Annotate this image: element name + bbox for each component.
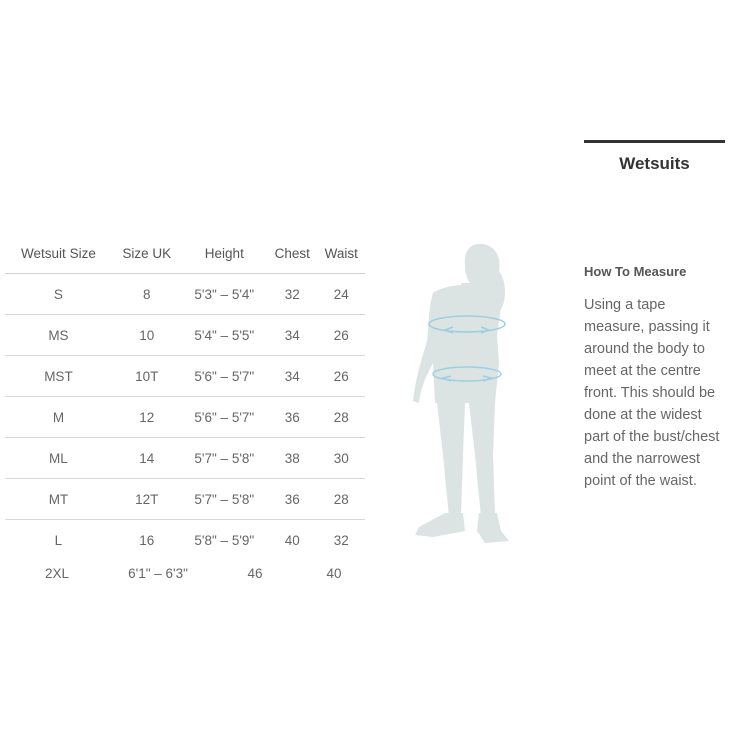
table-row (5, 274, 365, 315)
cell-size-uk: 16 (139, 532, 155, 548)
table-header-row (5, 233, 365, 274)
cell-height: 5'8" – 5'9" (194, 532, 255, 548)
sidebar-divider (584, 140, 725, 143)
cell-wetsuit-size: 2XL (44, 566, 70, 581)
cell-waist: 28 (317, 479, 365, 520)
sidebar-header (584, 140, 725, 174)
header-height: Height (182, 233, 267, 274)
cell-height: 5'7" – 5'8" (182, 479, 267, 520)
cell-chest: 40 (284, 532, 300, 548)
header-size-uk: Size UK (112, 233, 182, 274)
cell-waist: 40 (326, 566, 342, 581)
table-row (5, 438, 365, 479)
cell-size-uk: 14 (112, 438, 182, 479)
cell-waist: 28 (317, 397, 365, 438)
cell-chest: 32 (267, 274, 317, 315)
table-row (5, 397, 365, 438)
cell-wetsuit-size: S (5, 274, 112, 315)
cell-wetsuit-size: MS (5, 315, 112, 356)
cell-size-uk: 12 (112, 397, 182, 438)
cell-size-uk: 10T (112, 356, 182, 397)
cell-size-uk: 12T (112, 479, 182, 520)
cell-chest: 34 (267, 315, 317, 356)
cell-size-uk: 8 (112, 274, 182, 315)
how-to-measure-heading: How To Measure (584, 264, 687, 279)
size-chart-table (5, 233, 365, 560)
table-row (5, 520, 365, 561)
cell-chest: 46 (247, 566, 263, 581)
cell-chest: 36 (267, 479, 317, 520)
cell-size-uk: 10 (112, 315, 182, 356)
cell-chest: 34 (267, 356, 317, 397)
cell-chest: 36 (267, 397, 317, 438)
cell-waist: 26 (317, 356, 365, 397)
cell-wetsuit-size: MST (5, 356, 112, 397)
table-row (5, 356, 365, 397)
cell-height: 5'6" – 5'7" (182, 356, 267, 397)
cell-waist: 30 (317, 438, 365, 479)
cell-height: 5'4" – 5'5" (182, 315, 267, 356)
sidebar-title: Wetsuits (619, 154, 690, 173)
cell-wetsuit-size: ML (5, 438, 112, 479)
measuring-figure-illustration (405, 235, 530, 550)
cell-waist: 24 (317, 274, 365, 315)
cell-height: 5'6" – 5'7" (182, 397, 267, 438)
how-to-measure-text: Using a tape measure, passing it around the body to meet at the centre front. This should be done at the widest part of the bust/chest and the narrowest point of the waist. (584, 297, 720, 489)
cell-height: 5'7" – 5'8" (182, 438, 267, 479)
header-chest: Chest (267, 233, 317, 274)
table-row (5, 315, 365, 356)
cell-chest: 38 (267, 438, 317, 479)
header-wetsuit-size: Wetsuit Size (5, 233, 112, 274)
cell-wetsuit-size: M (5, 397, 112, 438)
cell-waist: 32 (333, 532, 349, 548)
cell-height: 6'1" – 6'3" (128, 566, 188, 581)
cell-wetsuit-size: L (54, 532, 63, 548)
cell-waist: 26 (317, 315, 365, 356)
cell-height: 5'3" – 5'4" (182, 274, 267, 315)
table-row (5, 479, 365, 520)
header-waist: Waist (317, 233, 365, 274)
cell-wetsuit-size: MT (5, 479, 112, 520)
